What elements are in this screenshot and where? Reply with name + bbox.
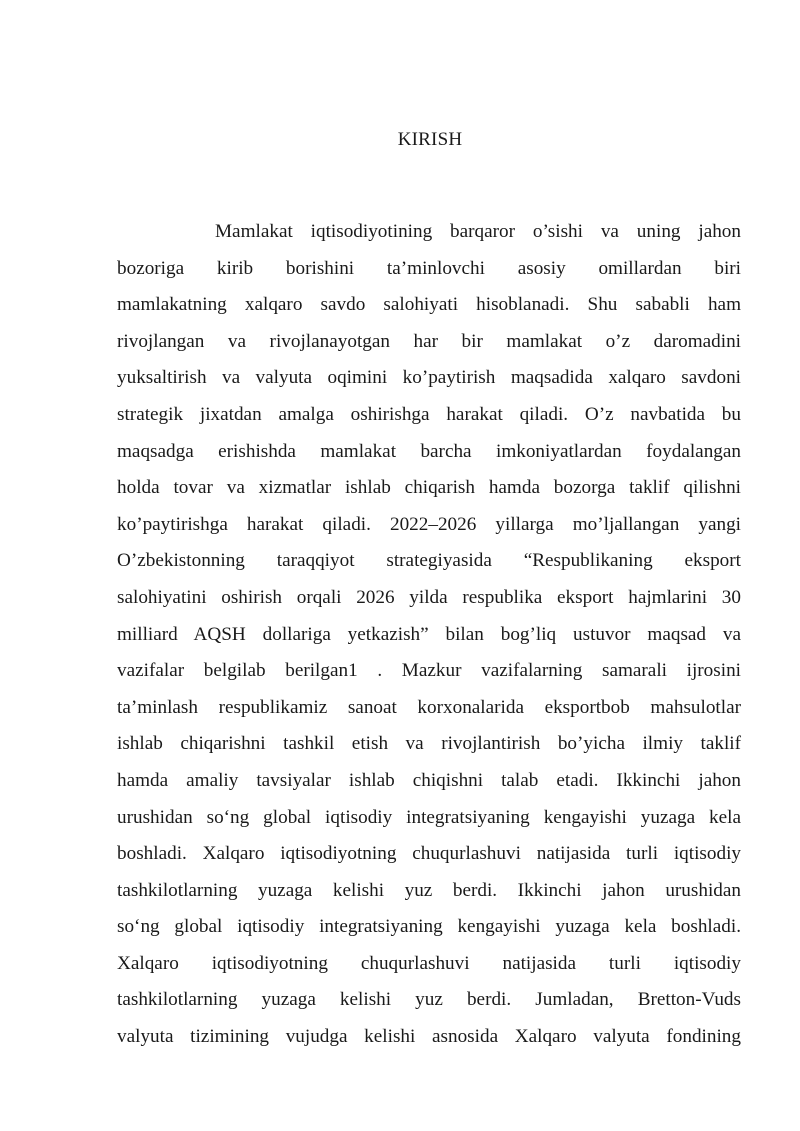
text-line: ishlab chiqarishni tashkil etish va rivojlantirish bo’yicha ilmiy taklif [117,733,741,755]
text-line: O’zbekistonning taraqqiyot strategiyasida “Respublikaning eksport [117,550,741,572]
text-line: milliard AQSH dollariga yetkazish” bilan bog’liq ustuvor maqsad va [117,623,741,645]
text-line: mamlakatning xalqaro savdo salohiyati hisoblanadi. Shu sababli ham [117,294,741,316]
text-line: bozoriga kirib borishini ta’minlovchi asosiy omillardan biri [117,257,741,279]
text-line: strategik jixatdan amalga oshirishga harakat qiladi. O’z navbatida bu [117,403,741,425]
text-line: yuksaltirish va valyuta oqimini ko’paytirish maqsadida xalqaro savdoni [117,367,741,389]
text-line: Mamlakat iqtisodiyotining barqaror o’sishi va uning jahon [215,221,741,242]
text-line: ko’paytirishga harakat qiladi. 2022–2026 yillarga mo’ljallangan yangi [117,513,741,535]
text-line: so‘ng global iqtisodiy integratsiyaning kengayishi yuzaga kela boshladi. [117,916,741,938]
body-paragraph [117,214,741,1056]
text-line: hamda amaliy tavsiyalar ishlab chiqishni talab etadi. Ikkinchi jahon [117,769,741,791]
text-line: valyuta tizimining vujudga kelishi asnosida Xalqaro valyuta fondining [117,1026,741,1048]
text-line: boshladi. Xalqaro iqtisodiyotning chuqurlashuvi natijasida turli iqtisodiy [117,843,741,865]
text-line: urushidan so‘ng global iqtisodiy integratsiyaning kengayishi yuzaga kela [117,806,741,828]
text-line: tashkilotlarning yuzaga kelishi yuz berdi. Ikkinchi jahon urushidan [117,879,741,901]
text-line: ta’minlash respublikamiz sanoat korxonalarida eksportbob mahsulotlar [117,696,741,718]
text-line: maqsadga erishishda mamlakat barcha imkoniyatlardan foydalangan [117,440,741,462]
section-title: KIRISH [397,129,463,150]
text-line: tashkilotlarning yuzaga kelishi yuz berdi. Jumladan, Bretton-Vuds [117,989,741,1011]
text-line: rivojlangan va rivojlanayotgan har bir mamlakat o’z daromadini [117,330,741,352]
text-line: salohiyatini oshirish orqali 2026 yilda respublika eksport hajmlarini 30 [117,586,741,608]
text-line: Xalqaro iqtisodiyotning chuqurlashuvi natijasida turli iqtisodiy [117,952,741,974]
text-line: holda tovar va xizmatlar ishlab chiqarish hamda bozorga taklif qilishni [117,477,741,499]
text-line: vazifalar belgilab berilgan1 . Mazkur vazifalarning samarali ijrosini [117,660,741,682]
